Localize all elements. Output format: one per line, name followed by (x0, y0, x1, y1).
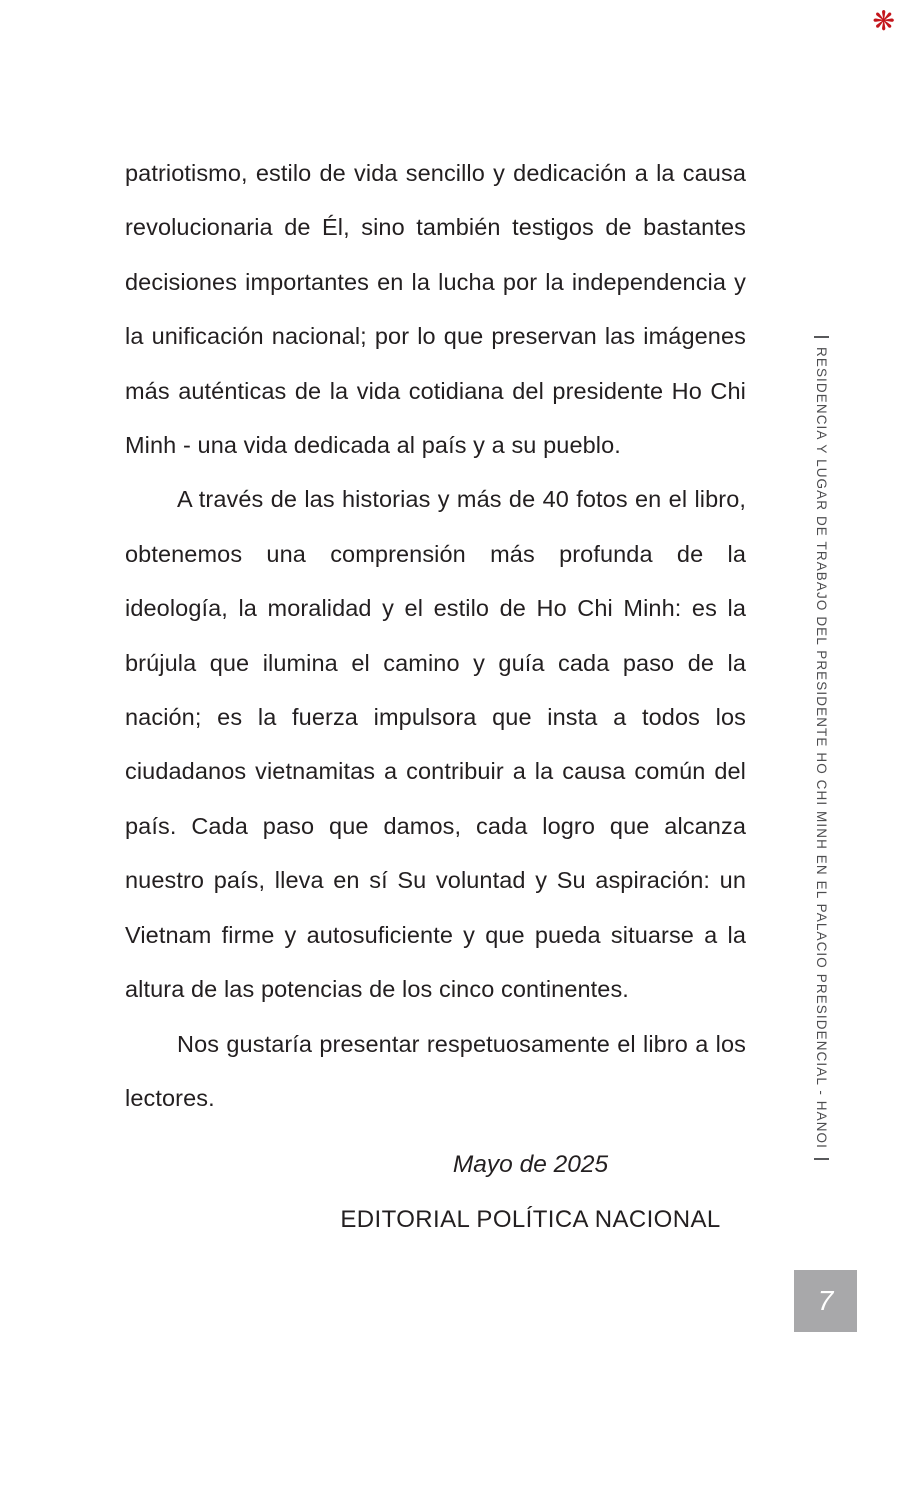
flower-asterisk-icon: ❋ (872, 6, 895, 36)
date-line: Mayo de 2025 (452, 1151, 609, 1179)
rule-tick-top (814, 336, 829, 338)
page-number: 7 (817, 1285, 834, 1316)
page-body (125, 146, 746, 1247)
signature-block (125, 1137, 746, 1247)
paragraph: A través de las historias y más de 40 fotos en el libro, obtenemos una comprensión más profunda de la ideología, la moralidad y el estilo de Ho Chi Minh: es la brújula que ilumina el camino y guía cada paso de la nación; es la fuerza impulsora que insta a todos los ciudadanos vietnamitas a contribuir a la causa común del país. Cada paso que damos, cada logro que alcanza nuestro país, lleva en sí Su voluntad y Su aspiración: un Vietnam firme y autosuficiente y que pueda situarse a la altura de las potencias de los cinco continentes. (125, 486, 746, 1003)
paragraph: Nos gustaría presentar respetuosamente el libro a los lectores. (125, 1030, 746, 1111)
publisher-line: EDITORIAL POLÍTICA NACIONAL (340, 1206, 721, 1234)
page-number-box (794, 1270, 857, 1332)
paragraph: patriotismo, estilo de vida sencillo y dedicación a la causa revolucionaria de Él, sino también testigos de bastantes decisiones importantes en la lucha por la independencia y la unificación nacional; por lo que preservan las imágenes más auténticas de la vida cotidiana del presidente Ho Chi Minh - una vida dedicada al país y a su pueblo. (125, 160, 746, 459)
running-head-text: RESIDENCIA Y LUGAR DE TRABAJO DEL PRESIDENTE HO CHI MINH EN EL PALACIO PRESIDENCIAL - HANOI (814, 347, 829, 1150)
rule-tick-bottom (814, 1158, 829, 1160)
running-head (814, 336, 829, 1160)
